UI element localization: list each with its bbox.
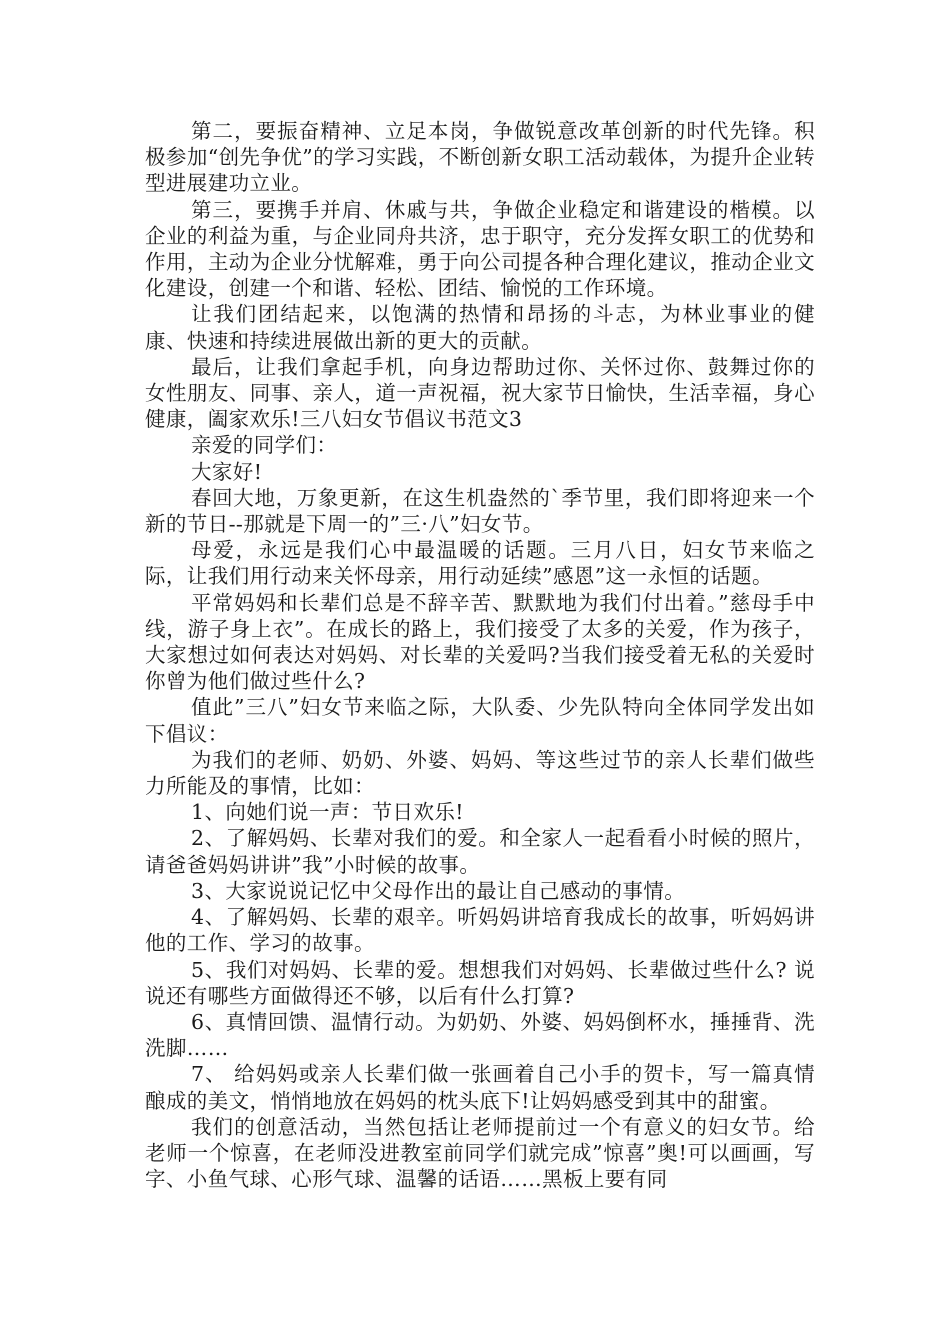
paragraph-4: 最后，让我们拿起手机，向身边帮助过你、关怀过你、鼓舞过你的女性朋友、同事、亲人，道一声祝福，祝大家节日愉快，生活幸福，身心健康，阖家欢乐!三八妇女节倡议书范文3 bbox=[145, 354, 815, 432]
paragraph-2: 第三，要携手并肩、休戚与共，争做企业稳定和谐建设的楷模。以企业的利益为重，与企业同舟共济，忠于职守，充分发挥女职工的优势和作用，主动为企业分忧解难，勇于向公司提各种合理化建议，推动企业文化建设，创建一个和谐、轻松、团结、愉悦的工作环境。 bbox=[145, 197, 815, 301]
list-item-2: 2、了解妈妈、长辈对我们的爱。和全家人一起看看小时候的照片，请爸爸妈妈讲讲”我”小时候的故事。 bbox=[145, 826, 815, 877]
list-item-5: 5、我们对妈妈、长辈的爱。想想我们对妈妈、长辈做过些什么? 说说还有哪些方面做得还不够，以后有什么打算? bbox=[145, 957, 815, 1008]
list-item-3: 3、大家说说记忆中父母作出的最让自己感动的事情。 bbox=[191, 878, 686, 903]
paragraph-suggestion: 为我们的老师、奶奶、外婆、妈妈、等这些过节的亲人长辈们做些力所能及的事情，比如： bbox=[145, 747, 815, 799]
list-item-7: 7、 给妈妈或亲人长辈们做一张画着自己小手的贺卡，写一篇真情酿成的美文，悄悄地放在妈妈的枕头底下!让妈妈感受到其中的甜蜜。 bbox=[145, 1062, 815, 1113]
greeting: 大家好! bbox=[191, 459, 263, 484]
paragraph-creative-activity: 我们的创意活动，当然包括让老师提前过一个有意义的妇女节。给老师一个惊喜，在老师没进教室前同学们就完成”惊喜”奥!可以画画，写字、小鱼气球、心形气球、温馨的话语……黑板上要有同 bbox=[145, 1114, 815, 1192]
paragraph-motherly-love: 母爱，永远是我们心中最温暖的话题。三月八日，妇女节来临之际，让我们用行动来关怀母亲，用行动延续”感恩”这一永恒的话题。 bbox=[145, 538, 815, 589]
paragraph-proposal: 值此”三八”妇女节来临之际，大队委、少先队特向全体同学发出如下倡议： bbox=[145, 695, 815, 746]
list-item-6: 6、真情回馈、温情行动。为奶奶、外婆、妈妈倒杯水，捶捶背、洗洗脚…… bbox=[145, 1009, 815, 1061]
paragraph-spring: 春回大地，万象更新，在这生机盎然的`季节里，我们即将迎来一个新的节日--那就是下周一的”三·八”妇女节。 bbox=[145, 485, 815, 537]
list-item-1: 1、向她们说一声：节日欢乐! bbox=[191, 800, 464, 825]
document-page bbox=[145, 118, 815, 1192]
salutation: 亲爱的同学们： bbox=[191, 433, 338, 458]
paragraph-elders: 平常妈妈和长辈们总是不辞辛苦、默默地为我们付出着。”慈母手中线，游子身上衣”。在成长的路上，我们接受了太多的关爱，作为孩子，大家想过如何表达对妈妈、对长辈的关爱吗?当我们接受着无私的关爱时你曾为他们做过些什么? bbox=[145, 590, 815, 694]
paragraph-3: 让我们团结起来，以饱满的热情和昂扬的斗志，为林业事业的健康、快速和持续进展做出新的更大的贡献。 bbox=[145, 302, 815, 353]
paragraph-1: 第二，要振奋精神、立足本岗，争做锐意改革创新的时代先锋。积极参加“创先争优”的学习实践，不断创新女职工活动载体，为提升企业转型进展建功立业。 bbox=[145, 119, 815, 196]
list-item-4: 4、了解妈妈、长辈的艰辛。听妈妈讲培育我成长的故事，听妈妈讲他的工作、学习的故事。 bbox=[145, 905, 815, 956]
